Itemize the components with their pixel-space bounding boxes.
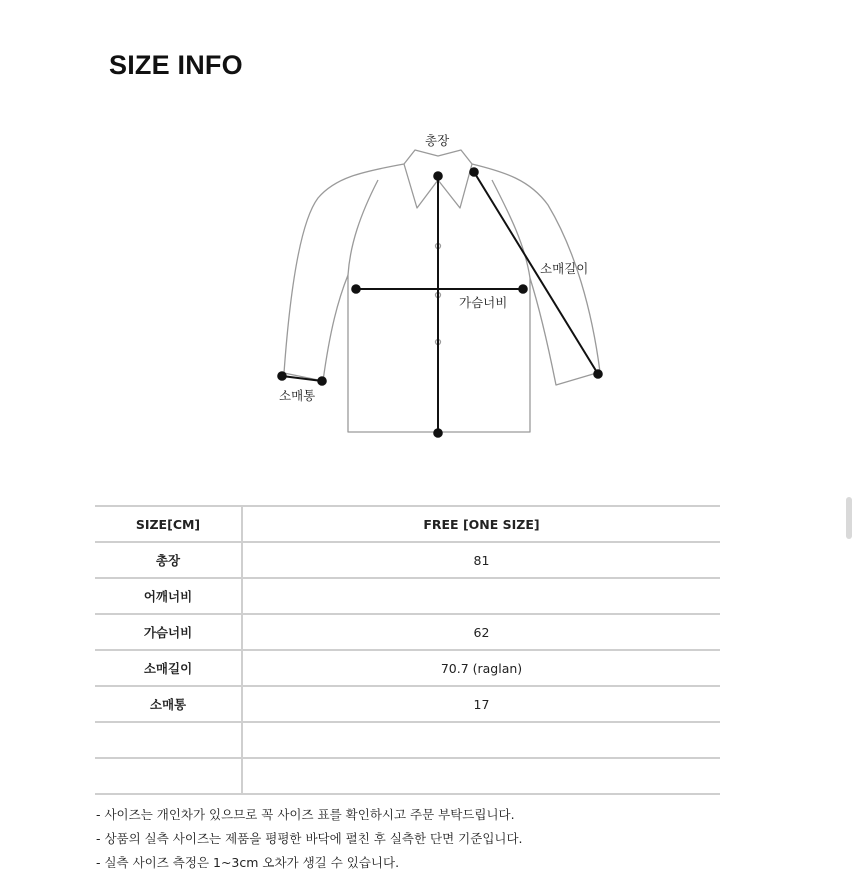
page-title: SIZE INFO [109, 50, 243, 80]
row-value: 70.7 (raglan) [242, 650, 720, 686]
row-key [95, 758, 242, 794]
label-chest-width: 가슴너비 [459, 295, 508, 310]
row-key: 어깨너비 [95, 578, 242, 614]
table-row [95, 614, 720, 650]
table-row [95, 722, 720, 758]
row-key: 총장 [95, 542, 242, 578]
table-row [95, 542, 720, 578]
label-total-length: 총장 [425, 133, 450, 148]
cuff-width-left-dot [278, 372, 286, 380]
cuff-width-right-dot [318, 377, 326, 385]
row-value: 81 [242, 542, 720, 578]
table-row [95, 686, 720, 722]
row-value [242, 758, 720, 794]
size-notes [96, 803, 796, 875]
sleeve-length-bottom-dot [594, 370, 602, 378]
row-value: 17 [242, 686, 720, 722]
label-cuff-width: 소매통 [279, 388, 316, 403]
table-row [95, 650, 720, 686]
table-row [95, 758, 720, 794]
scrollbar-thumb[interactable] [846, 497, 852, 539]
jacket-outline [284, 150, 600, 432]
row-key: 가슴너비 [95, 614, 242, 650]
header-free-size: FREE [ONE SIZE] [242, 506, 720, 542]
note-line: - 상품의 실측 사이즈는 제품을 평평한 바닥에 펼친 후 실측한 단면 기준입니다. [96, 831, 523, 846]
size-table [95, 505, 720, 795]
label-sleeve-length: 소매길이 [540, 261, 589, 276]
total-length-bottom-dot [434, 429, 442, 437]
row-key [95, 722, 242, 758]
note-line: - 실측 사이즈 측정은 1~3cm 오차가 생길 수 있습니다. [96, 855, 400, 870]
header-size-unit: SIZE[CM] [95, 506, 242, 542]
row-value: 62 [242, 614, 720, 650]
table-header-row [95, 506, 720, 542]
table-row [95, 578, 720, 614]
sleeve-length-top-dot [470, 168, 478, 176]
row-value [242, 578, 720, 614]
note-line: - 사이즈는 개인차가 있으므로 꼭 사이즈 표를 확인하시고 주문 부탁드립니다. [96, 807, 515, 822]
row-key: 소매통 [95, 686, 242, 722]
chest-width-right-dot [519, 285, 527, 293]
chest-width-left-dot [352, 285, 360, 293]
row-value [242, 722, 720, 758]
row-key: 소매길이 [95, 650, 242, 686]
total-length-top-dot [434, 172, 442, 180]
